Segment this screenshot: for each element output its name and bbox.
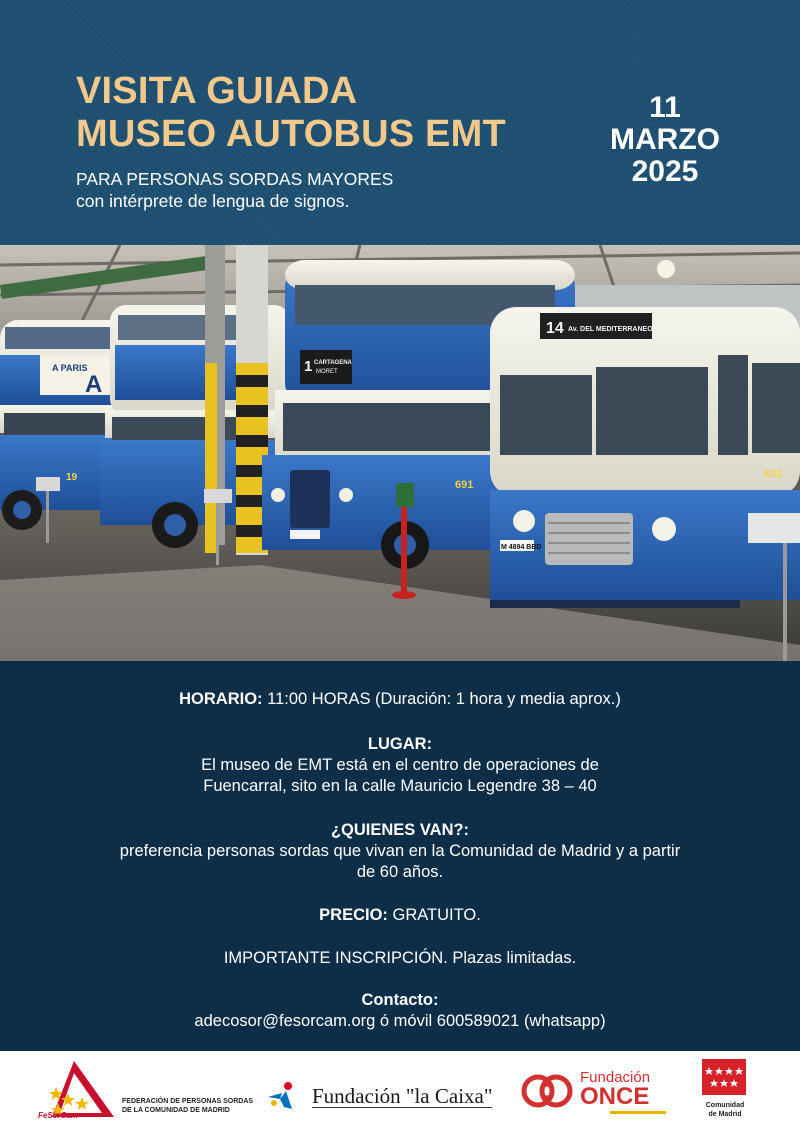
madrid-text-line-1: Comunidad bbox=[705, 1102, 745, 1109]
once-text-line-1: Fundación bbox=[580, 1069, 651, 1086]
fundacion-once-logo bbox=[520, 1069, 670, 1115]
info-plaque-left bbox=[36, 477, 60, 491]
fesorcam-text-line-1: FEDERACIÓN DE PERSONAS SORDAS bbox=[122, 1098, 254, 1105]
madrid-stars-flag-icon bbox=[702, 1059, 746, 1095]
precio-section bbox=[0, 905, 800, 926]
header-banner bbox=[0, 0, 800, 245]
caixa-star-icon bbox=[266, 1081, 300, 1111]
lugar-section bbox=[0, 734, 800, 797]
bus-1-ad-text: A PARIS bbox=[52, 363, 88, 373]
contacto-section bbox=[0, 990, 800, 1032]
bus-4 bbox=[490, 307, 800, 608]
event-date bbox=[585, 92, 745, 188]
date-day: 11 bbox=[649, 91, 681, 124]
bus-4-route: 14 bbox=[546, 320, 564, 337]
bus-3-number: 691 bbox=[455, 479, 474, 491]
event-subtitle bbox=[76, 168, 393, 212]
precio-label: PRECIO: bbox=[319, 906, 388, 924]
title-line-2: MUSEO AUTOBUS EMT bbox=[76, 113, 506, 155]
fesorcam-logo bbox=[38, 1057, 120, 1123]
bus-3-destination-1: CARTAGENA bbox=[314, 360, 352, 366]
horario-value: 11:00 HORAS (Duración: 1 hora y media aprox.) bbox=[262, 690, 621, 708]
once-text-line-2: ONCE bbox=[580, 1083, 650, 1110]
contacto-label: Contacto: bbox=[361, 991, 439, 1009]
event-info bbox=[0, 661, 800, 1051]
subtitle-line-1: PARA PERSONAS SORDAS MAYORES bbox=[76, 169, 394, 189]
bus-museum-photo bbox=[0, 245, 800, 661]
quienes-label: ¿QUIENES VAN?: bbox=[330, 821, 470, 839]
horario-label: HORARIO: bbox=[179, 690, 263, 708]
horario-section bbox=[0, 689, 800, 710]
lugar-label: LUGAR: bbox=[367, 735, 433, 753]
lugar-line-2: Fuencarral, sito en la calle Mauricio Legendre 38 – 40 bbox=[203, 777, 597, 795]
bus-4-plate: M 4894 BBD bbox=[501, 544, 542, 551]
madrid-text bbox=[700, 1101, 750, 1119]
importante-notice: IMPORTANTE INSCRIPCIÓN. Plazas limitadas. bbox=[223, 949, 577, 967]
bus-1-number: 19 bbox=[66, 472, 78, 483]
sponsor-footer bbox=[0, 1051, 800, 1131]
caixa-text: Fundación "la Caixa" bbox=[312, 1084, 493, 1108]
madrid-text-line-2: de Madrid bbox=[708, 1111, 742, 1118]
contacto-value[interactable]: adecosor@fesorcam.org ó móvil 600589021 (whatsapp) bbox=[194, 1012, 606, 1030]
date-month: MARZO bbox=[610, 123, 720, 156]
bus-4-number: 622 bbox=[764, 468, 783, 480]
precio-value: GRATUITO. bbox=[387, 906, 481, 924]
quienes-section bbox=[0, 820, 800, 883]
bus-3-route: 1 bbox=[304, 358, 313, 375]
comunidad-madrid-logo bbox=[700, 1059, 748, 1125]
info-plaque bbox=[748, 513, 800, 543]
title-line-1: VISITA GUIADA bbox=[76, 70, 358, 112]
svg-text:A: A bbox=[85, 371, 103, 398]
event-title bbox=[76, 70, 506, 156]
fesorcam-wordmark: FeSorCam bbox=[38, 1111, 79, 1120]
quienes-line-1: preferencia personas sordas que vivan en la Comunidad de Madrid y a partir bbox=[119, 842, 681, 860]
bus-4-destination: Av. DEL MEDITERRANEO bbox=[568, 326, 653, 333]
lugar-line-1: El museo de EMT está en el centro de operaciones de bbox=[201, 756, 599, 774]
date-year: 2025 bbox=[631, 155, 699, 188]
la-caixa-logo bbox=[266, 1081, 506, 1115]
quienes-line-2: de 60 años. bbox=[356, 863, 444, 881]
subtitle-line-2: con intérprete de lengua de signos. bbox=[76, 191, 350, 211]
bus-3-destination-2: MORET bbox=[316, 369, 338, 375]
fesorcam-text bbox=[122, 1097, 253, 1115]
fesorcam-text-line-2: DE LA COMUNIDAD DE MADRID bbox=[122, 1107, 230, 1114]
once-rings-icon bbox=[520, 1069, 580, 1113]
ceiling-lamp bbox=[657, 260, 675, 278]
